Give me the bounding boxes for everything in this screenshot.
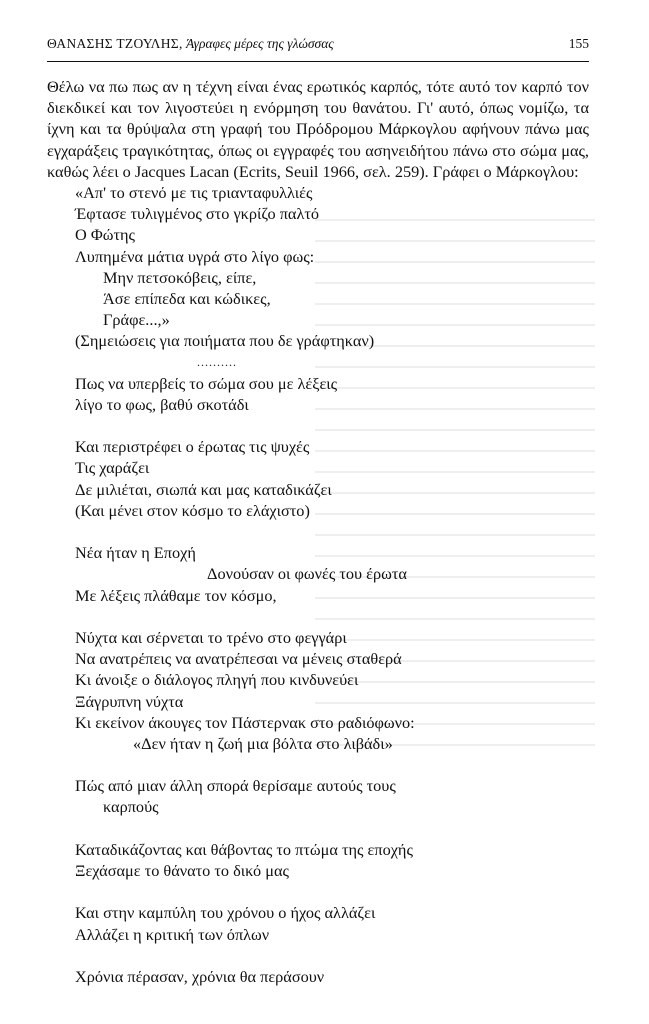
poem-line: Γράφε...,» [103, 310, 170, 330]
poem-line: Άσε επίπεδα και κώδικες, [103, 288, 271, 308]
poem-line: Δονούσαν οι φωνές του έρωτα [207, 564, 407, 584]
poem-line: Να ανατρέπεις να ανατρέπεσαι να μένεις σταθερά [75, 649, 402, 669]
page-number: 155 [568, 36, 589, 51]
header-title: Άγραφες μέρες της γλώσσας [186, 36, 334, 51]
poem-line: Δε μιλιέται, σιωπά και μας καταδικάζει [75, 479, 332, 499]
poem-line: «Απ' το στενό με τις τριανταφυλλιές [75, 183, 313, 203]
paragraph-text: Θέλω να πω πως αν η τέχνη είναι ένας ερωτικός καρπός, τότε αυτό τον καρπό τον διεκδικεί και τον λιγοστεύει η ενόρμηση του θανάτου. Γι' αυτό, όπως νομίζω, τα ίχνη και τα θρύψαλα στη γραφή του Πρόδρομου Μάρκογλου αφήνουν πάνω μας εγχαράξεις τραγικότητας, όπως οι εγγραφές του ασηνειδήτου πάνω στο σώμα μας, καθώς λέει ο Jacques Lacan (Ecrits, Seuil 1966, σελ. 259). Γράφει ο Μάρκογλου: [47, 77, 589, 181]
poem-line: Ο Φώτης [75, 225, 135, 245]
poem-line: Κι άνοιξε ο διάλογος πληγή που κινδυνεύει [75, 670, 359, 690]
poem-source: (Σημειώσεις για ποιήματα που δε γράφτηκαν) [75, 331, 375, 351]
header-rule [47, 61, 589, 62]
poem-line: Κι εκείνον άκουγες τον Πάστερνακ στο ραδιόφωνο: [75, 712, 415, 732]
poem [47, 373, 589, 987]
poem-line: Καταδικάζοντας και θάβοντας το πτώμα της εποχής [75, 839, 413, 859]
poem-line: Με λέξεις πλάθαμε τον κόσμο, [75, 585, 277, 605]
running-header [47, 36, 589, 58]
poem-line: Τις χαράζει [75, 458, 150, 478]
poem-line: Λυπημένα μάτια υγρά στο λίγο φως: [75, 246, 315, 266]
section-separator: .......... [197, 354, 237, 369]
poem-line: Ξάγρυπνη νύχτα [75, 691, 184, 711]
poem-line: Μην πετσοκόβεις, είπε, [103, 267, 257, 287]
poem-line: Πως να υπερβείς το σώμα σου με λέξεις [75, 373, 338, 393]
poem-line: Πώς από μιαν άλλη σπορά θερίσαμε αυτούς τους [75, 776, 396, 796]
prose-paragraph [47, 76, 589, 182]
poem-line: Ξεχάσαμε το θάνατο το δικό μας [75, 861, 289, 881]
quoted-poem [47, 182, 589, 352]
poem-line: (Και μένει στον κόσμο το ελάχιστο) [75, 500, 310, 520]
poem-line: Και περιστρέφει ο έρωτας τις ψυχές [75, 437, 310, 457]
poem-line: Νέα ήταν η Εποχή [75, 543, 196, 563]
poem-line: Αλλάζει η κριτική των όπλων [75, 924, 270, 944]
poem-line: «Δεν ήταν η ζωή μια βόλτα στο λιβάδι» [133, 733, 393, 753]
poem-line: Έφτασε τυλιγμένος στο γκρίζο παλτό [75, 204, 320, 224]
page-body [47, 76, 589, 987]
poem-line: λίγο το φως, βαθύ σκοτάδι [75, 394, 249, 414]
poem-line: Χρόνια πέρασαν, χρόνια θα περάσουν [75, 966, 325, 986]
poem-line: Και στην καμπύλη του χρόνου ο ήχος αλλάζει [75, 903, 376, 923]
header-text [47, 36, 334, 52]
poem-line: καρπούς [103, 797, 159, 817]
header-author: ΘΑΝΑΣΗΣ ΤΖΟΥΛΗΣ, [47, 36, 183, 51]
poem-line: Νύχτα και σέρνεται το τρένο στο φεγγάρι [75, 627, 347, 647]
